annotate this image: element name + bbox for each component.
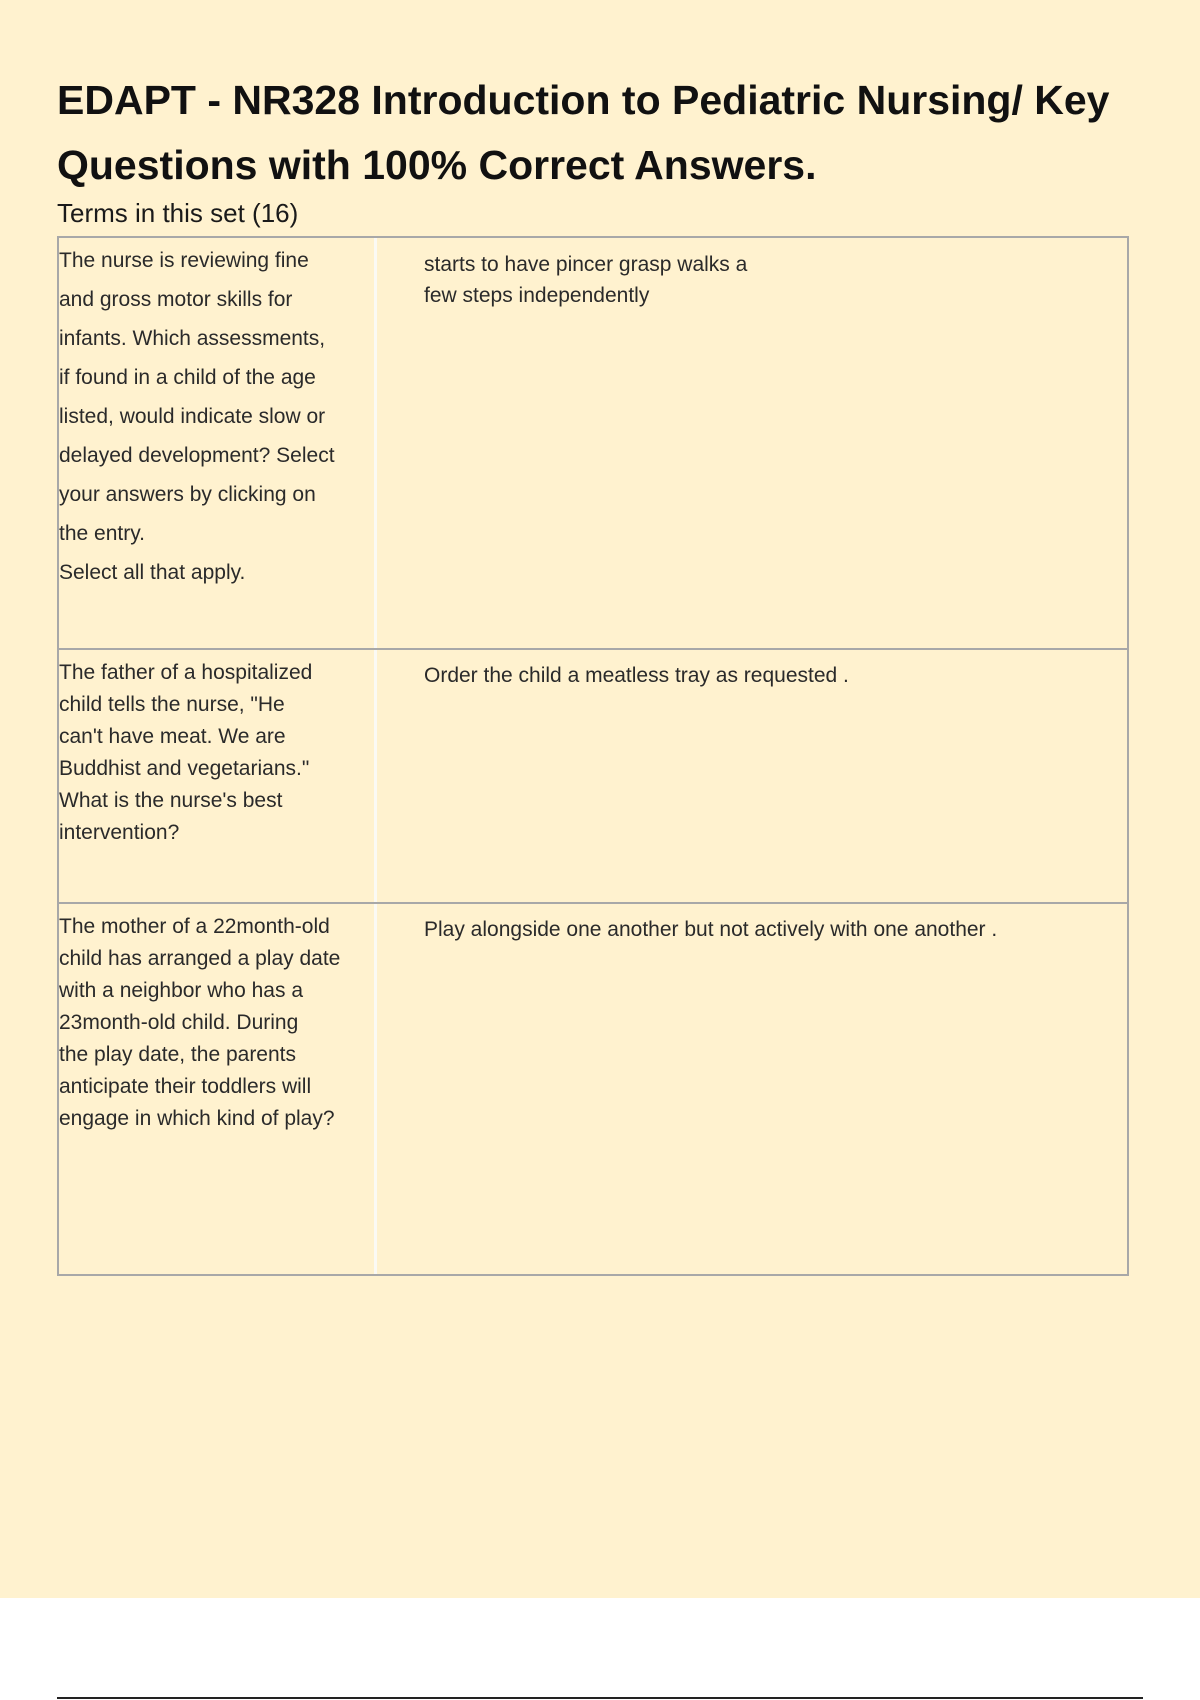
term-answer: Order the child a meatless tray as requested . [424, 664, 849, 687]
terms-table [57, 236, 1129, 1276]
term-question: The nurse is reviewing fine and gross motor skills for infants. Which assessments, if found in a child of the age listed, would indicate slow or delayed development? Select your answers by clicking on the entry. Select all that apply. [59, 238, 377, 648]
term-question: The mother of a 22month-old child has arranged a play date with a neighbor who has a 23month-old child. During the play date, the parents anticipate their toddlers will engage in which kind of play? [59, 904, 377, 1274]
term-question: The father of a hospitalized child tells the nurse, "He can't have meat. We are Buddhist and vegetarians." What is the nurse's best intervention? [59, 650, 377, 902]
document-title: EDAPT - NR328 Introduction to Pediatric Nursing/ Key Questions with 100% Correct Answers. [57, 77, 1110, 188]
term-answer: starts to have pincer grasp walks a few steps independently [424, 253, 748, 307]
terms-set-count: Terms in this set (16) [57, 198, 299, 228]
term-answer: Play alongside one another but not actively with one another . [424, 918, 998, 941]
term-row [59, 650, 1127, 904]
footer-divider [57, 1697, 1143, 1699]
term-row [59, 238, 1127, 650]
term-row [59, 904, 1127, 1274]
